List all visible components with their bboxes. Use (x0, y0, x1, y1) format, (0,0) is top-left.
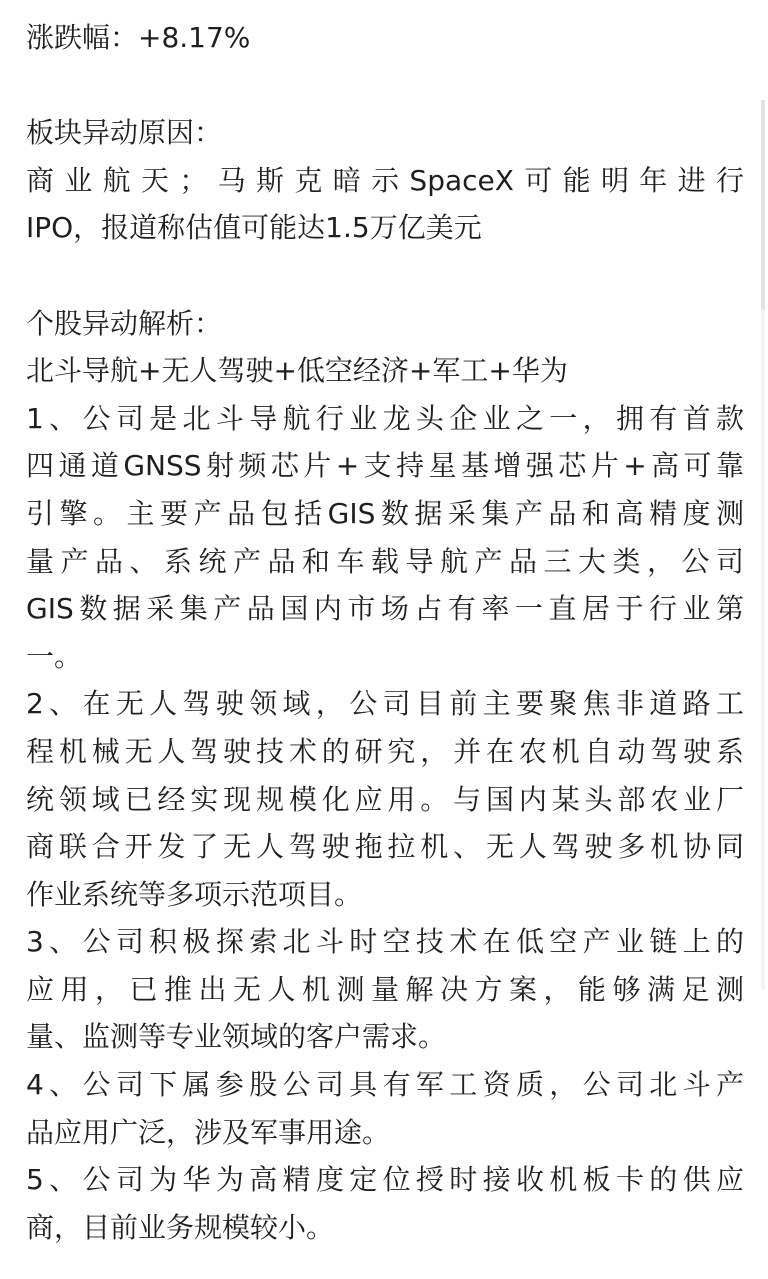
analysis-point-line: GIS数据采集产品国内市场占有率一直居于行业第 (26, 592, 744, 626)
blank-line (26, 252, 744, 300)
document-page (0, 14, 768, 1279)
blank-line (26, 62, 744, 110)
analysis-point-4 (26, 1061, 744, 1156)
analysis-point-line: 程机械无人驾驶技术的研究，并在农机自动驾驶系 (26, 734, 744, 768)
analysis-point-line: 引擎。主要产品包括GIS数据采集产品和高精度测 (26, 496, 744, 530)
analysis-point-line: 商联合开发了无人驾驶拖拉机、无人驾驶多机协同 (26, 830, 744, 864)
analysis-point-line: 1、公司是北斗导航行业龙头企业之一，拥有首款 (26, 401, 744, 435)
price-change-line: 涨跌幅：+8.17% (26, 21, 251, 54)
analysis-point-line: 量、监测等专业领域的客户需求。 (26, 1020, 447, 1054)
analysis-point-line: 2、在无人驾驶领域，公司目前主要聚焦非道路工 (26, 687, 744, 721)
analysis-point-line: 作业系统等多项示范项目。 (26, 877, 363, 911)
analysis-point-line: 商，目前业务规模较小。 (26, 1210, 335, 1244)
stock-analysis-heading: 个股异动解析： (26, 306, 223, 340)
analysis-point-line: 4、公司下属参股公司具有军工资质，公司北斗产 (26, 1068, 744, 1102)
sector-reason-line: 商业航天；马斯克暗示SpaceX可能明年进行 (26, 163, 744, 197)
sector-reason-line: IPO，报道称估值可能达1.5万亿美元 (26, 211, 482, 245)
analysis-point-line: 量产品、系统产品和车载导航产品三大类，公司 (26, 544, 744, 578)
stock-analysis-subtitle: 北斗导航+无人驾驶+低空经济+军工+华为 (26, 354, 568, 388)
analysis-point-3 (26, 918, 744, 1061)
sector-reason-heading: 板块异动原因： (26, 116, 223, 150)
analysis-point-line: 统领域已经实现规模化应用。与国内某头部农业厂 (26, 782, 744, 816)
analysis-point-line: 5、公司为华为高精度定位授时接收机板卡的供应 (26, 1163, 744, 1197)
analysis-point-5 (26, 1156, 744, 1251)
analysis-point-line: 3、公司积极探索北斗时空技术在低空产业链上的 (26, 925, 744, 959)
analysis-point-line: 品应用广泛，涉及军事用途。 (26, 1115, 391, 1149)
analysis-point-line: 应用，已推出无人机测量解决方案，能够满足测 (26, 972, 744, 1006)
analysis-point-2 (26, 680, 744, 918)
analysis-point-line: 一。 (26, 639, 83, 673)
analysis-point-1 (26, 395, 744, 681)
analysis-point-line: 四通道GNSS射频芯片+支持星基增强芯片+高可靠 (26, 449, 744, 483)
scrollbar-thumb[interactable] (761, 100, 765, 310)
